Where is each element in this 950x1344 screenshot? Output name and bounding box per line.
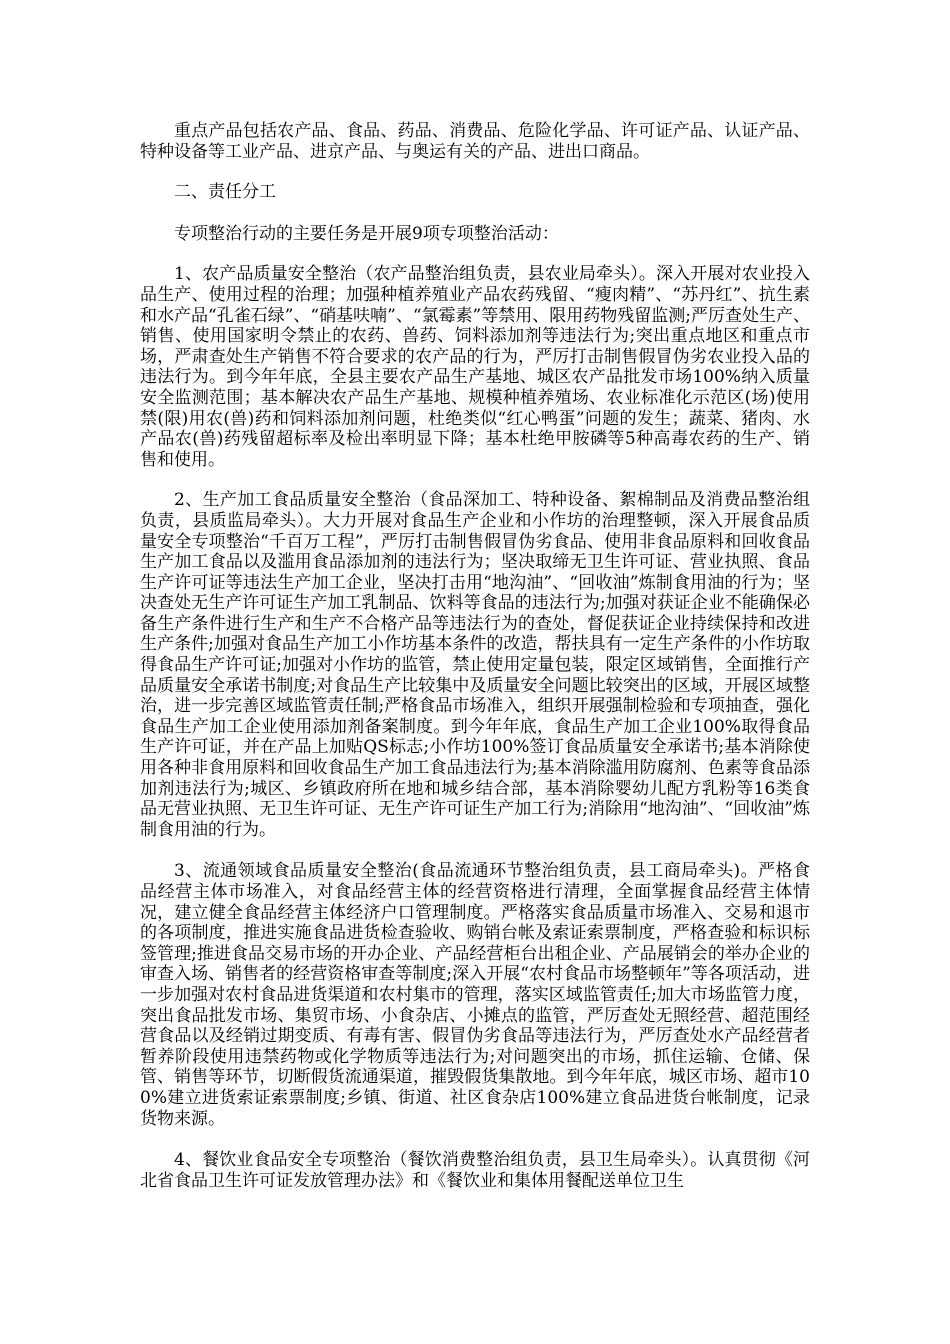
paragraph-key-products: 重点产品包括农产品、食品、药品、消费品、危险化学品、许可证产品、认证产品、特种设备等工业产品、进京产品、与奥运有关的产品、进出口商品。: [140, 121, 810, 162]
paragraph-main-tasks: 专项整治行动的主要任务是开展9项专项整治活动：: [174, 223, 559, 244]
paragraph-item-4-catering: 4、餐饮业食品安全专项整治（餐饮消费整治组负责，县卫生局牵头）。认真贯彻《河北省食品卫生许可证发放管理办法》和《餐饮业和集体用餐配送单位卫生: [140, 1150, 810, 1191]
section-heading-responsibility: 二、责任分工: [174, 182, 276, 203]
paragraph-item-3-circulation: 3、流通领域食品质量安全整治(食品流通环节整治组负责，县工商局牵头)。严格食品经营主体市场准入，对食品经营主体的经营资格进行清理，全面掌握食品经营主体情况，建立健全食品经营主体经济户口管理制度。严格落实食品质量市场准入、交易和退市的各项制度，推进实施食品进货检查验收、购销台帐及索证索票制度，严格查验和标识标签管理;推进食品交易市场的开办企业、产品经营柜台出租企业、产品展销会的举办企业的审查入场、销售者的经营资格审查等制度;深入开展“农村食品市场整顿年”等各项活动，进一步加强对农村食品进货渠道和农村集市的管理，落实区域监管责任;加大市场监管力度，突出食品批发市场、集贸市场、小食杂店、小摊点的监管，严厉查处无照经营、超范围经营食品以及经销过期变质、有毒有害、假冒伪劣食品等违法行为，严厉查处水产品经营者暂养阶段使用违禁药物或化学物质等违法行为;对问题突出的市场，抓住运输、仓储、保管、销售等环节，切断假货流通渠道，摧毁假货集散地。到今年年底，城区市场、超市100%建立进货索证索票制度;乡镇、街道、社区食杂店100%建立食品进货台帐制度，记录货物来源。: [140, 861, 810, 1129]
document-body: [140, 121, 810, 1191]
paragraph-item-1-agricultural: 1、农产品质量安全整治（农产品整治组负责，县农业局牵头）。深入开展对农业投入品生产、使用过程的治理；加强种植养殖业产品农药残留、“瘦肉精”、“苏丹红”、抗生素和水产品“孔雀石绿”、“硝基呋喃”、“氯霉素”等禁用、限用药物残留监测;严厉查处生产、销售、使用国家明令禁止的农药、兽药、饲料添加剂等违法行为;突出重点地区和重点市场，严肃查处生产销售不符合要求的农产品的行为，严厉打击制售假冒伪劣农业投入品的违法行为。到今年年底，全县主要农产品生产基地、城区农产品批发市场100%纳入质量安全监测范围；基本解决农产品生产基地、规模种植养殖场、农业标准化示范区(场)使用禁(限)用农(兽)药和饲料添加剂问题，杜绝类似“红心鸭蛋”问题的发生；蔬菜、猪肉、水产品农(兽)药残留超标率及检出率明显下降；基本杜绝甲胺磷等5种高毒农药的生产、销售和使用。: [140, 264, 810, 470]
paragraph-item-2-food-production: 2、生产加工食品质量安全整治（食品深加工、特种设备、絮棉制品及消费品整治组负责，县质监局牵头）。大力开展对食品生产企业和小作坊的治理整顿，深入开展食品质量安全专项整治“千百万工程”，严厉打击制售假冒伪劣食品、使用非食品原料和回收食品生产加工食品以及滥用食品添加剂的违法行为；坚决取缔无卫生许可证、营业执照、食品生产许可证等违法生产加工企业，坚决打击用“地沟油”、“回收油”炼制食用油的行为；坚决查处无生产许可证生产加工乳制品、饮料等食品的违法行为;加强对获证企业不能确保必备生产条件进行生产和生产不合格产品等违法行为的查处，督促获证企业持续保持和改进生产条件;加强对食品生产加工小作坊基本条件的改造，帮扶具有一定生产条件的小作坊取得食品生产许可证;加强对小作坊的监管，禁止使用定量包装，限定区域销售，全面推行产品质量安全承诺书制度;对食品生产比较集中及质量安全问题比较突出的区域，开展区域整治，进一步完善区域监管责任制;严格食品市场准入，组织开展强制检验和专项抽查，强化食品生产加工企业使用添加剂备案制度。到今年年底，食品生产加工企业100%取得食品生产许可证，并在产品上加贴QS标志;小作坊100%签订食品质量安全承诺书;基本消除使用各种非食用原料和回收食品生产加工食品违法行为;基本消除滥用防腐剂、色素等食品添加剂违法行为;城区、乡镇政府所在地和城乡结合部，基本消除婴幼儿配方乳粉等16类食品无营业执照、无卫生许可证、无生产许可证生产加工行为;消除用“地沟油”、“回收油”炼制食用油的行为。: [140, 490, 810, 840]
